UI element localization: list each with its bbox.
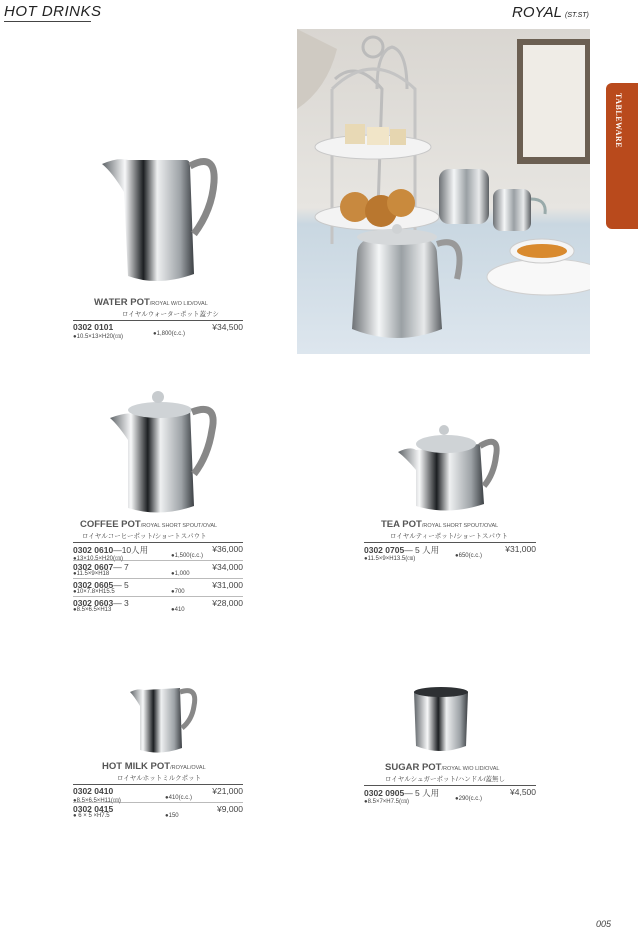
product-jp-name: ロイヤルホットミルクポット <box>117 775 202 782</box>
code-suffix: — 7 <box>113 562 129 572</box>
product-capacity: ●1,800(c.c.) <box>153 331 185 337</box>
product-row <box>73 597 243 615</box>
product-subtitle: /ROYAL W/O LID/OVAL <box>149 301 208 307</box>
code-number: 0302 0705 <box>364 545 405 555</box>
product-subtitle: /ROYAL/OVAL <box>170 765 206 771</box>
code-suffix: — 5 人用 <box>404 788 440 798</box>
product-name: COFFEE POT <box>80 519 141 530</box>
product-name: WATER POT <box>94 297 150 308</box>
product-jp-name: ロイヤルシュガーポット/ハンドル/蓋無し <box>385 776 506 783</box>
product-size: ●8.5×6.5×H11(㎝) <box>73 798 121 804</box>
coffee-pot-image <box>108 390 220 518</box>
series-material: (ST.ST) <box>565 12 589 19</box>
product-title <box>80 519 243 530</box>
product-row <box>73 785 243 803</box>
product-capacity: ●650(c.c.) <box>455 553 482 559</box>
product-row <box>73 803 243 821</box>
product-size: ●10.5×13×H20(㎝) <box>73 334 123 340</box>
series-title <box>512 4 589 21</box>
product-capacity: ●1,500(c.c.) <box>171 553 203 559</box>
code-number: 0302 0415 <box>73 804 114 814</box>
code-number: 0302 0605 <box>73 580 114 590</box>
product-price: ¥34,000 <box>212 562 243 572</box>
product-coffee-pot <box>73 519 243 615</box>
product-rows <box>73 542 243 615</box>
product-size: ●13×10.5×H20(㎝) <box>73 556 123 562</box>
product-price: ¥21,000 <box>212 786 243 796</box>
product-row <box>73 543 243 561</box>
product-size: ●11.5×9×H13.5(㎝) <box>364 556 416 562</box>
product-capacity: ●700 <box>171 589 185 595</box>
product-rows <box>364 785 536 804</box>
product-row <box>73 579 243 597</box>
product-price: ¥28,000 <box>212 598 243 608</box>
sugar-pot-image <box>410 684 472 756</box>
code-number: 0302 0603 <box>73 598 114 608</box>
product-jp-name: ロイヤルウォーターポット蓋ナシ <box>122 311 219 318</box>
product-size: ●8.5×7×H7.5(㎝) <box>364 799 409 805</box>
code-number: 0302 0610 <box>73 545 114 555</box>
product-title <box>102 761 243 772</box>
code-suffix: — 5 <box>113 580 129 590</box>
code-number: 0302 0905 <box>364 788 405 798</box>
section-underline <box>4 21 91 22</box>
code-number: 0302 0101 <box>73 322 114 332</box>
product-size: ●8.5×6.5×H13 <box>73 607 112 613</box>
product-name: HOT MILK POT <box>102 761 171 772</box>
product-water-pot <box>73 297 243 339</box>
code-number: 0302 0607 <box>73 562 114 572</box>
tea-pot-image <box>396 422 502 516</box>
product-price: ¥36,000 <box>212 544 243 554</box>
product-sugar-pot <box>364 762 536 804</box>
product-title <box>385 762 536 773</box>
product-price: ¥9,000 <box>217 804 243 814</box>
product-row <box>364 543 536 561</box>
product-size: ●10×7.8×H15.5 <box>73 589 115 595</box>
section-title: HOT DRINKS <box>4 3 102 20</box>
hot-milk-pot-image <box>128 684 198 758</box>
product-jp-name: ロイヤルコーヒーポット/ショートスパウト <box>82 533 207 540</box>
side-tab-label: TABLEWARE <box>614 93 623 149</box>
code-suffix: — 3 <box>113 598 129 608</box>
product-rows <box>73 320 243 339</box>
product-capacity: ●290(c.c.) <box>455 796 482 802</box>
page-number: 005 <box>596 919 612 929</box>
series-name: ROYAL <box>512 4 563 21</box>
code-number: 0302 0410 <box>73 786 114 796</box>
product-tea-pot <box>364 519 536 561</box>
product-rows <box>73 784 243 821</box>
product-capacity: ●150 <box>165 813 179 819</box>
product-capacity: ●1,000 <box>171 571 190 577</box>
product-rows <box>364 542 536 561</box>
product-price: ¥31,000 <box>212 580 243 590</box>
product-photo <box>297 29 590 354</box>
product-subtitle: /ROYAL SHORT SPOUT/OVAL <box>140 523 218 529</box>
product-price: ¥31,000 <box>505 544 536 554</box>
product-title <box>381 519 536 530</box>
product-size: ● 6 × 5 ×H7.5 <box>73 813 110 819</box>
water-pot-image <box>98 152 223 290</box>
tea-set-photo-image <box>297 29 590 354</box>
product-hot-milk-pot <box>73 761 243 821</box>
product-name: SUGAR POT <box>385 762 442 773</box>
product-row <box>364 786 536 804</box>
product-title <box>94 297 243 308</box>
code-suffix: — 5 人用 <box>404 545 440 555</box>
category-side-tab <box>606 83 638 229</box>
product-capacity: ●410 <box>171 607 185 613</box>
product-jp-name: ロイヤルティーポット/ショートスパウト <box>390 533 508 540</box>
product-size: ●11.5×9×H18 <box>73 571 110 577</box>
product-capacity: ●410(c.c.) <box>165 795 192 801</box>
code-suffix: —10人用 <box>113 545 149 555</box>
product-subtitle: /ROYAL W/O LID/OVAL <box>441 766 500 772</box>
product-name: TEA POT <box>381 519 422 530</box>
product-row <box>73 561 243 579</box>
product-row <box>73 321 243 339</box>
product-subtitle: /ROYAL SHORT SPOUT/OVAL <box>421 523 499 529</box>
product-price: ¥34,500 <box>212 322 243 332</box>
product-price: ¥4,500 <box>510 787 536 797</box>
